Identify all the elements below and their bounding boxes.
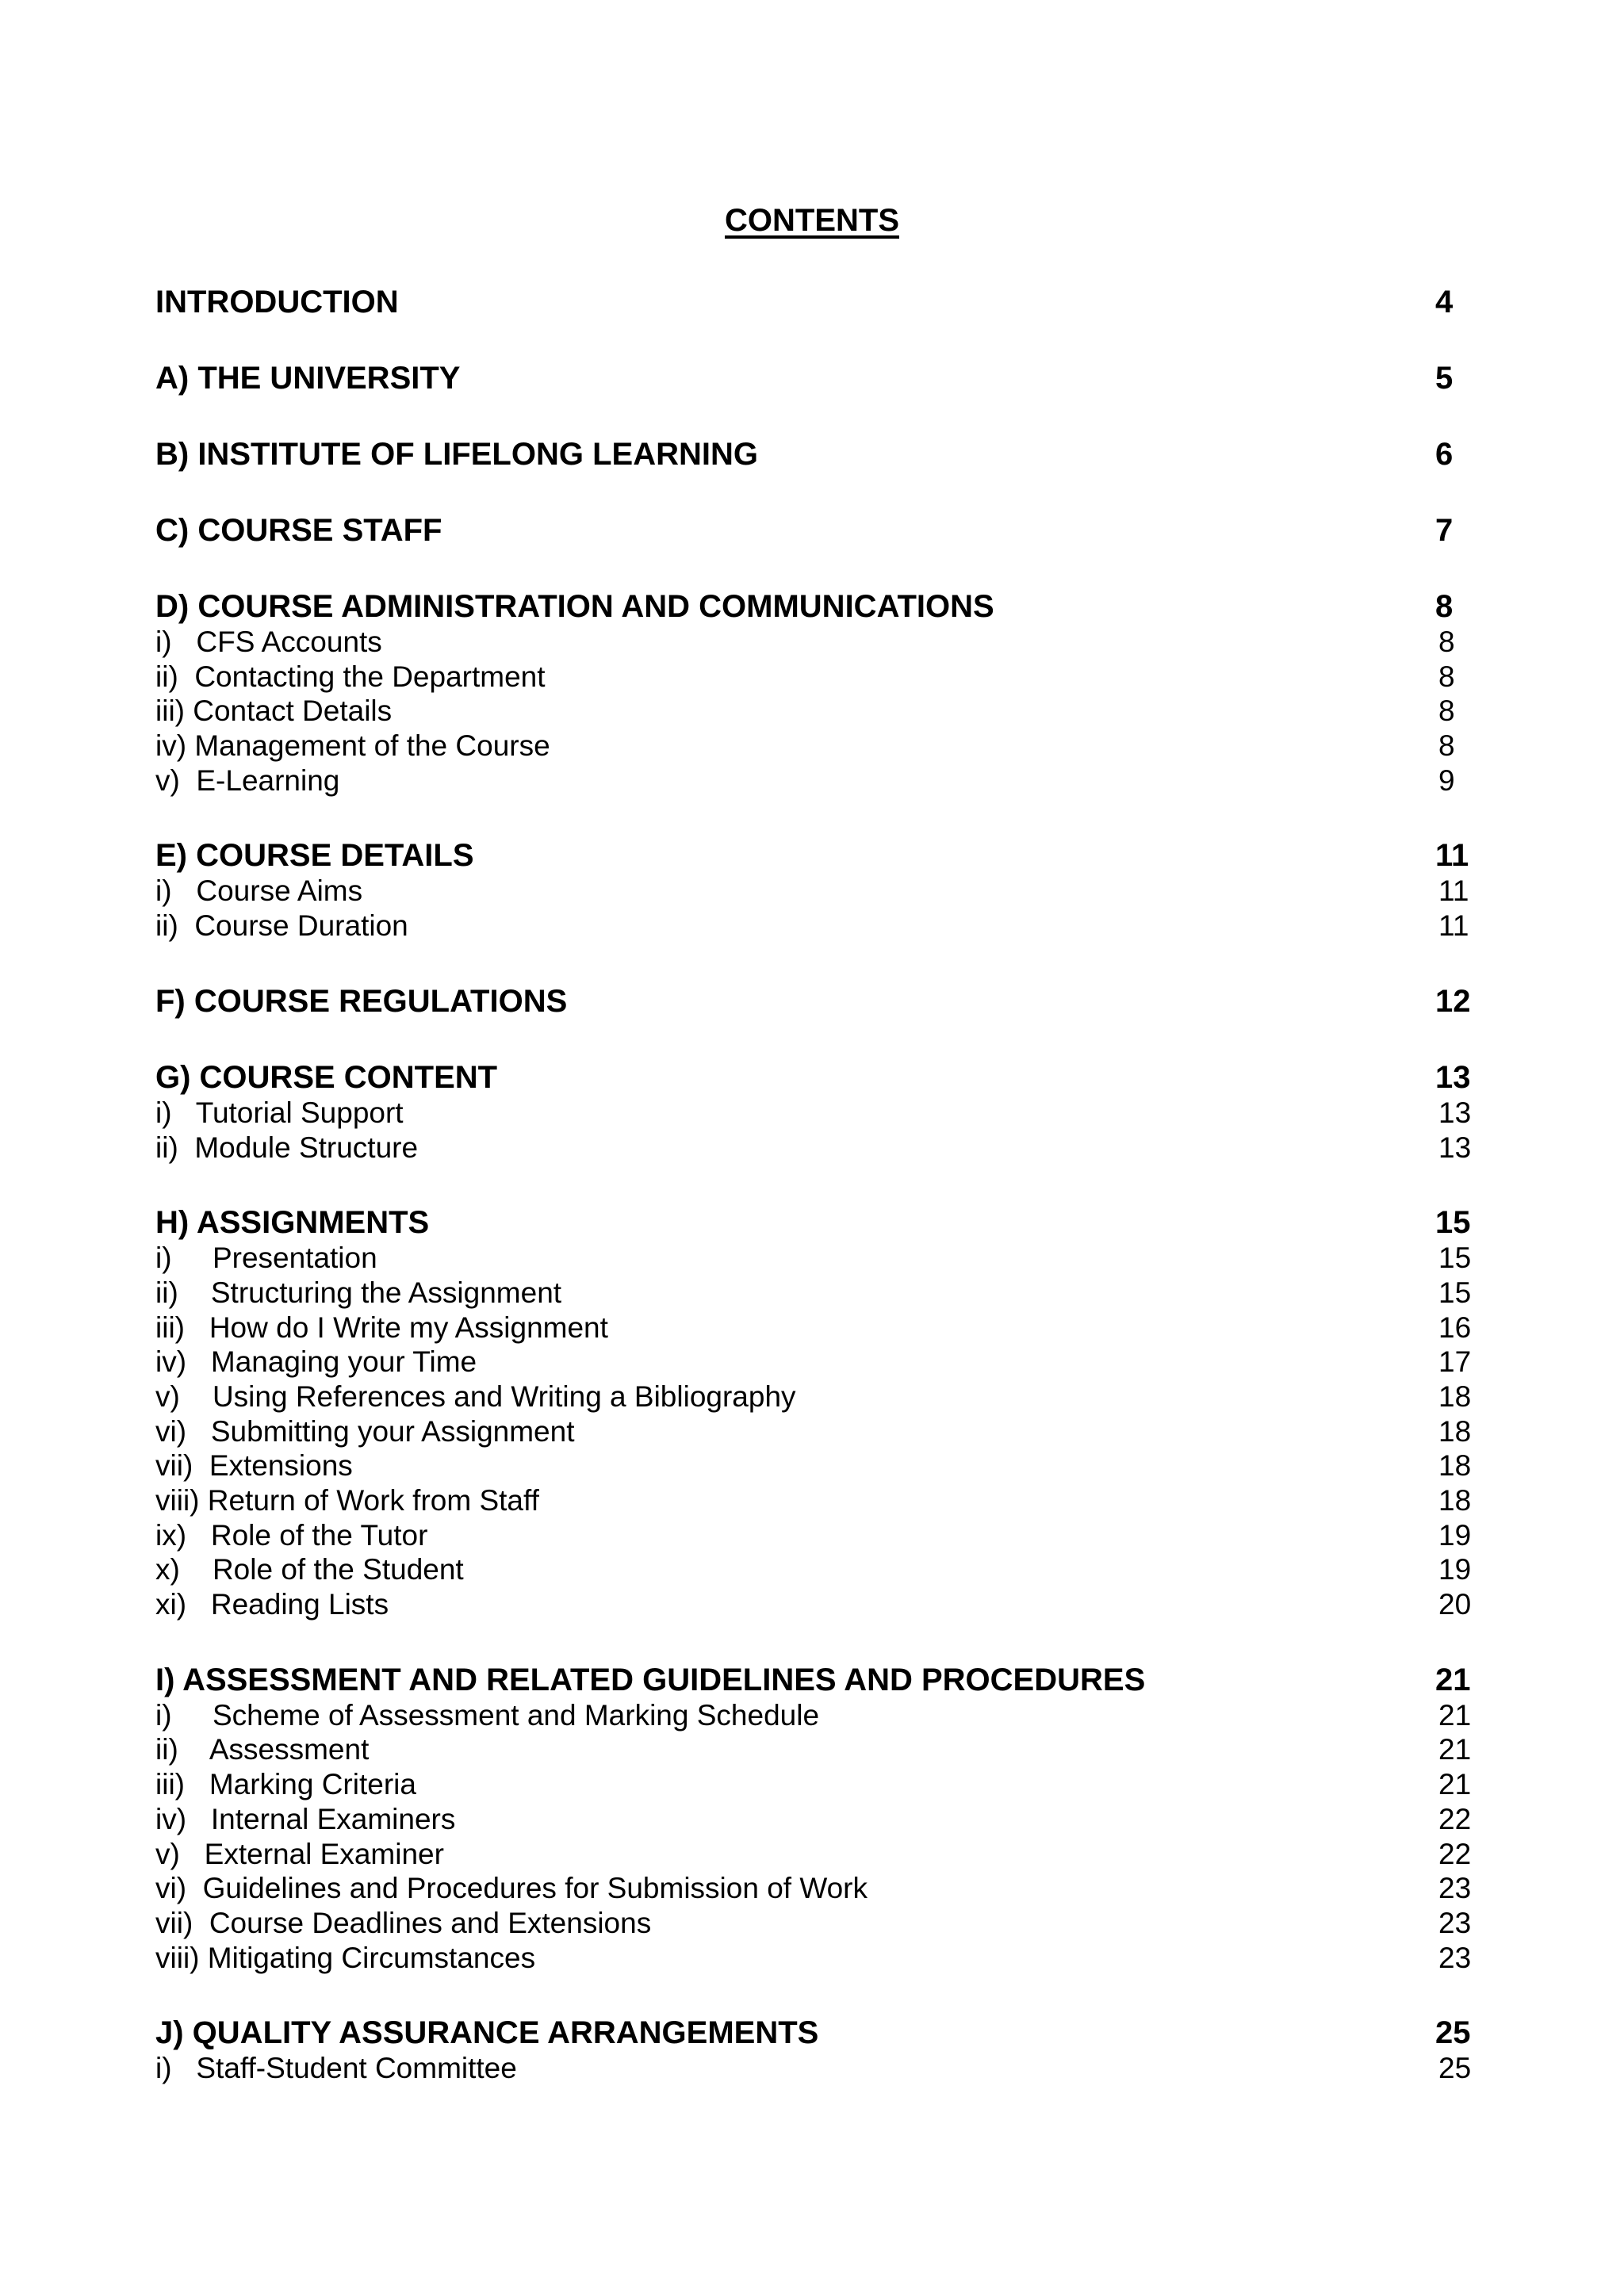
- toc-section: [155, 983, 1472, 1020]
- toc-item-page-number: 11: [1438, 909, 1469, 943]
- toc-item-page-number: 18: [1438, 1414, 1472, 1448]
- toc-item-row: [155, 1587, 1472, 1622]
- toc-item-page-number: 22: [1438, 1837, 1472, 1870]
- toc-section: [155, 512, 1472, 549]
- toc-item-row: [155, 1906, 1472, 1941]
- table-of-contents: [155, 284, 1472, 2126]
- toc-item-label: iii) How do I Write my Assignment: [155, 1311, 608, 1344]
- toc-item-page-number: 17: [1438, 1345, 1472, 1379]
- toc-item-label: x) Role of the Student: [155, 1553, 464, 1586]
- toc-item-row: [155, 874, 1472, 909]
- toc-item-row: [155, 1698, 1472, 1733]
- toc-item-page-number: 23: [1438, 1872, 1472, 1905]
- toc-heading-row: [155, 1204, 1472, 1241]
- toc-section: [155, 1059, 1472, 1165]
- toc-heading-label: I) ASSESSMENT AND RELATED GUIDELINES AND PROCEDURES: [155, 1662, 1146, 1697]
- toc-item-page-number: 23: [1438, 1906, 1472, 1939]
- toc-item-label: vii) Extensions: [155, 1449, 353, 1483]
- toc-heading-page-number: 4: [1435, 285, 1454, 320]
- toc-item-page-number: 8: [1438, 660, 1455, 693]
- toc-item-label: iv) Management of the Course: [155, 729, 550, 763]
- toc-item-label: iii) Marking Criteria: [155, 1768, 416, 1801]
- toc-item-label: i) Presentation: [155, 1242, 377, 1275]
- toc-item-page-number: 13: [1438, 1096, 1472, 1129]
- toc-item-label: vii) Course Deadlines and Extensions: [155, 1906, 652, 1939]
- toc-heading-page-number: 12: [1435, 983, 1471, 1019]
- toc-item-page-number: 15: [1438, 1276, 1472, 1309]
- toc-heading-page-number: 25: [1435, 2015, 1471, 2051]
- toc-item-row: [155, 1483, 1472, 1518]
- toc-item-label: iii) Contact Details: [155, 695, 393, 728]
- toc-item-row: [155, 1276, 1472, 1311]
- toc-item-page-number: 25: [1438, 2052, 1472, 2085]
- toc-item-row: [155, 1518, 1472, 1553]
- toc-heading-page-number: 11: [1435, 838, 1469, 874]
- toc-heading-label: E) COURSE DETAILS: [155, 838, 474, 874]
- toc-item-label: ii) Structuring the Assignment: [155, 1276, 562, 1309]
- toc-item-page-number: 18: [1438, 1380, 1472, 1413]
- toc-heading-row: [155, 983, 1472, 1020]
- toc-item-label: ix) Role of the Tutor: [155, 1518, 428, 1552]
- toc-item-row: [155, 1837, 1472, 1872]
- page-title: CONTENTS: [725, 203, 899, 238]
- toc-heading-row: [155, 588, 1472, 625]
- toc-section: [155, 588, 1472, 798]
- toc-section: [155, 2015, 1472, 2086]
- toc-item-row: [155, 625, 1472, 660]
- toc-section: [155, 1204, 1472, 1622]
- toc-heading-label: INTRODUCTION: [155, 285, 399, 320]
- toc-item-label: ii) Contacting the Department: [155, 660, 546, 693]
- toc-item-row: [155, 1380, 1472, 1414]
- toc-item-label: i) Scheme of Assessment and Marking Schedule: [155, 1698, 820, 1732]
- toc-item-page-number: 22: [1438, 1802, 1472, 1835]
- toc-item-page-number: 8: [1438, 695, 1455, 728]
- toc-item-label: viii) Mitigating Circumstances: [155, 1941, 536, 1974]
- toc-item-label: iv) Internal Examiners: [155, 1802, 456, 1835]
- toc-item-page-number: 21: [1438, 1698, 1472, 1732]
- toc-item-row: [155, 1414, 1472, 1449]
- toc-heading-label: A) THE UNIVERSITY: [155, 361, 461, 396]
- toc-heading-row: [155, 512, 1472, 549]
- toc-heading-page-number: 8: [1435, 589, 1454, 624]
- toc-heading-label: J) QUALITY ASSURANCE ARRANGEMENTS: [155, 2015, 819, 2051]
- toc-item-row: [155, 1311, 1472, 1345]
- toc-item-label: iv) Managing your Time: [155, 1345, 477, 1379]
- toc-heading-row: [155, 2015, 1472, 2051]
- toc-item-label: ii) Course Duration: [155, 909, 408, 943]
- toc-item-page-number: 20: [1438, 1588, 1472, 1621]
- toc-section: [155, 360, 1472, 396]
- toc-heading-row: [155, 360, 1472, 396]
- toc-item-page-number: 9: [1438, 763, 1455, 797]
- toc-heading-row: [155, 837, 1472, 874]
- toc-item-label: ii) Module Structure: [155, 1131, 419, 1164]
- toc-heading-row: [155, 436, 1472, 473]
- toc-item-row: [155, 909, 1472, 943]
- toc-item-page-number: 15: [1438, 1242, 1472, 1275]
- toc-section: [155, 1662, 1472, 1976]
- toc-item-label: vi) Submitting your Assignment: [155, 1414, 575, 1448]
- toc-item-row: [155, 1802, 1472, 1837]
- toc-item-row: [155, 660, 1472, 695]
- toc-item-page-number: 21: [1438, 1733, 1472, 1766]
- toc-heading-row: [155, 1662, 1472, 1698]
- toc-section: [155, 284, 1472, 320]
- toc-item-label: v) External Examiner: [155, 1837, 444, 1870]
- toc-item-label: i) CFS Accounts: [155, 626, 382, 658]
- toc-item-page-number: 11: [1438, 874, 1469, 908]
- toc-item-label: i) Course Aims: [155, 874, 363, 908]
- toc-heading-page-number: 21: [1435, 1662, 1471, 1697]
- toc-item-row: [155, 763, 1472, 798]
- toc-heading-label: C) COURSE STAFF: [155, 513, 442, 548]
- toc-section: [155, 837, 1472, 943]
- toc-heading-label: B) INSTITUTE OF LIFELONG LEARNING: [155, 437, 758, 472]
- toc-item-row: [155, 1941, 1472, 1976]
- toc-item-page-number: 8: [1438, 729, 1455, 763]
- toc-item-label: i) Tutorial Support: [155, 1096, 404, 1129]
- toc-item-row: [155, 1732, 1472, 1767]
- toc-heading-page-number: 5: [1435, 361, 1454, 396]
- toc-heading-row: [155, 1059, 1472, 1096]
- toc-heading-page-number: 13: [1435, 1059, 1471, 1095]
- toc-item-page-number: 21: [1438, 1768, 1472, 1801]
- toc-item-page-number: 19: [1438, 1518, 1472, 1552]
- toc-item-row: [155, 1871, 1472, 1906]
- toc-item-row: [155, 1552, 1472, 1587]
- toc-heading-label: F) COURSE REGULATIONS: [155, 983, 568, 1019]
- toc-item-row: [155, 1448, 1472, 1483]
- toc-heading-page-number: 6: [1435, 437, 1454, 472]
- toc-item-label: xi) Reading Lists: [155, 1588, 389, 1621]
- toc-item-row: [155, 1096, 1472, 1131]
- toc-item-label: v) Using References and Writing a Bibliography: [155, 1380, 796, 1413]
- toc-item-row: [155, 1241, 1472, 1276]
- toc-item-row: [155, 694, 1472, 729]
- toc-heading-label: G) COURSE CONTENT: [155, 1059, 498, 1095]
- toc-heading-label: H) ASSIGNMENTS: [155, 1205, 430, 1241]
- toc-heading-page-number: 7: [1435, 513, 1454, 548]
- toc-item-page-number: 13: [1438, 1131, 1472, 1164]
- toc-heading-row: [155, 284, 1472, 320]
- toc-item-row: [155, 1345, 1472, 1380]
- toc-item-label: vi) Guidelines and Procedures for Submission of Work: [155, 1872, 868, 1905]
- toc-item-page-number: 8: [1438, 626, 1455, 658]
- toc-heading-page-number: 15: [1435, 1205, 1471, 1241]
- toc-item-page-number: 18: [1438, 1484, 1472, 1517]
- toc-item-row: [155, 1131, 1472, 1165]
- toc-item-label: v) E-Learning: [155, 763, 340, 797]
- toc-item-page-number: 18: [1438, 1449, 1472, 1483]
- toc-item-label: ii) Assessment: [155, 1733, 370, 1766]
- toc-item-page-number: 16: [1438, 1311, 1472, 1344]
- toc-heading-label: D) COURSE ADMINISTRATION AND COMMUNICATIONS: [155, 589, 994, 624]
- toc-section: [155, 436, 1472, 473]
- toc-item-row: [155, 1767, 1472, 1802]
- toc-item-row: [155, 729, 1472, 763]
- toc-item-page-number: 19: [1438, 1553, 1472, 1586]
- toc-item-label: i) Staff-Student Committee: [155, 2052, 517, 2085]
- toc-item-row: [155, 2051, 1472, 2086]
- toc-item-label: viii) Return of Work from Staff: [155, 1484, 539, 1517]
- toc-item-page-number: 23: [1438, 1941, 1472, 1974]
